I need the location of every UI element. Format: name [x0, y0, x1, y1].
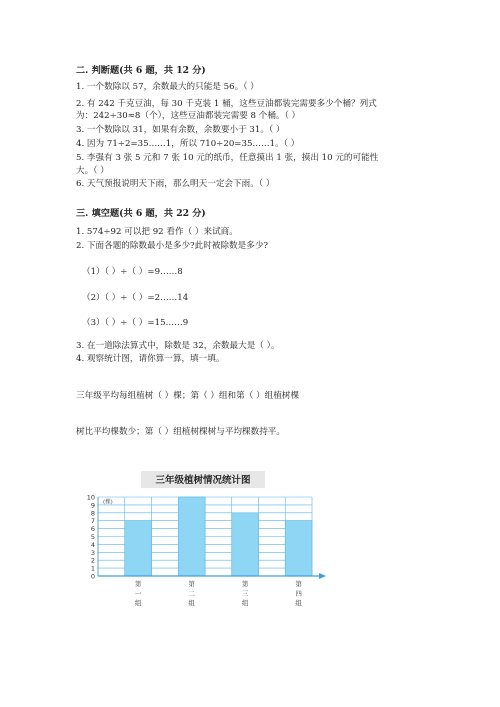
- judge-item-6: 6. 天气预报说明天下雨，那么明天一定会下雨。（ ）: [76, 179, 275, 189]
- judge-item-2: 2. 有 242 千克豆油，每 30 千克装 1 桶，这些豆油都装完需要多少个桶？列式: [76, 99, 377, 109]
- x-tick-label: 第一组: [134, 580, 142, 607]
- y-tick-label: 10: [86, 493, 95, 502]
- fill-q2-sub-3: （3）（ ）÷（ ）=15……9: [82, 318, 189, 328]
- y-tick-label: 9: [90, 501, 95, 510]
- y-tick-label: 1: [90, 564, 95, 573]
- y-tick-label: 8: [90, 509, 95, 518]
- fill-q4: 4. 观察统计图，请你算一算，填一填。: [76, 354, 225, 364]
- chart-title: 三年级植树情况统计图: [155, 475, 251, 486]
- x-axis-arrow: [319, 573, 326, 579]
- section-fill-title: 三. 填空题(共 6 题，共 22 分): [76, 208, 206, 219]
- fill-q2: 2. 下面各题的除数最小是多少?此时被除数是多少?: [76, 241, 269, 251]
- bar-4: [285, 521, 312, 576]
- x-tick-label: 第三组: [241, 580, 249, 607]
- y-tick-label: 6: [90, 525, 95, 534]
- y-tick-label: 0: [90, 572, 95, 581]
- bar-3: [232, 513, 259, 576]
- judge-item-4: 4. 因为 71÷2=35……1，所以 710÷20=35……1。（ ）: [76, 139, 300, 149]
- section-judge-title: 二. 判断题(共 6 题，共 12 分): [76, 65, 206, 76]
- y-tick-label: 3: [90, 548, 95, 557]
- bar-2: [178, 497, 205, 576]
- fill-q2-sub-2: （2）（ ）÷（ ）=2……14: [82, 293, 189, 303]
- fill-q2-sub-1: （1）（ ）÷（ ）=9……8: [82, 267, 183, 277]
- y-tick-label: 4: [90, 540, 95, 549]
- fill-q3: 3. 在一道除法算式中，除数是 32，余数最大是（ ）。: [76, 341, 280, 351]
- fill-q4-line-1: 三年级平均每组植树（ ）棵；第（ ）组和第（ ）组植树棵: [76, 391, 300, 401]
- judge-item-1: 1. 一个数除以 57，余数最大的只能是 56。（ ）: [76, 82, 259, 92]
- judge-item-2-cont: 为：242÷30≈8（个），这些豆油都装完需要 8 个桶。（ ）: [76, 111, 301, 121]
- fill-q4-line-2: 树比平均棵数少；第（ ）组植树棵树与平均棵数持平。: [76, 427, 285, 437]
- y-tick-label: 2: [90, 556, 95, 565]
- y-unit-label: (棵): [103, 499, 113, 506]
- judge-item-5: 5. 李强有 3 张 5 元和 7 张 10 元的纸币，任意摸出 1 张，摸出 10 元的可能性: [76, 153, 379, 163]
- bar-1: [125, 521, 152, 576]
- fill-q1: 1. 574÷92 可以把 92 看作（ ）来试商。: [76, 227, 238, 237]
- x-tick-label: 第二组: [188, 580, 195, 607]
- x-tick-label: 第四组: [295, 580, 302, 607]
- y-tick-label: 5: [90, 533, 95, 541]
- judge-item-5-cont: 大。（ ）: [76, 166, 109, 176]
- y-tick-label: 7: [90, 517, 95, 526]
- judge-item-3: 3. 一个数除以 31，如果有余数，余数要小于 31。（ ）: [76, 125, 285, 135]
